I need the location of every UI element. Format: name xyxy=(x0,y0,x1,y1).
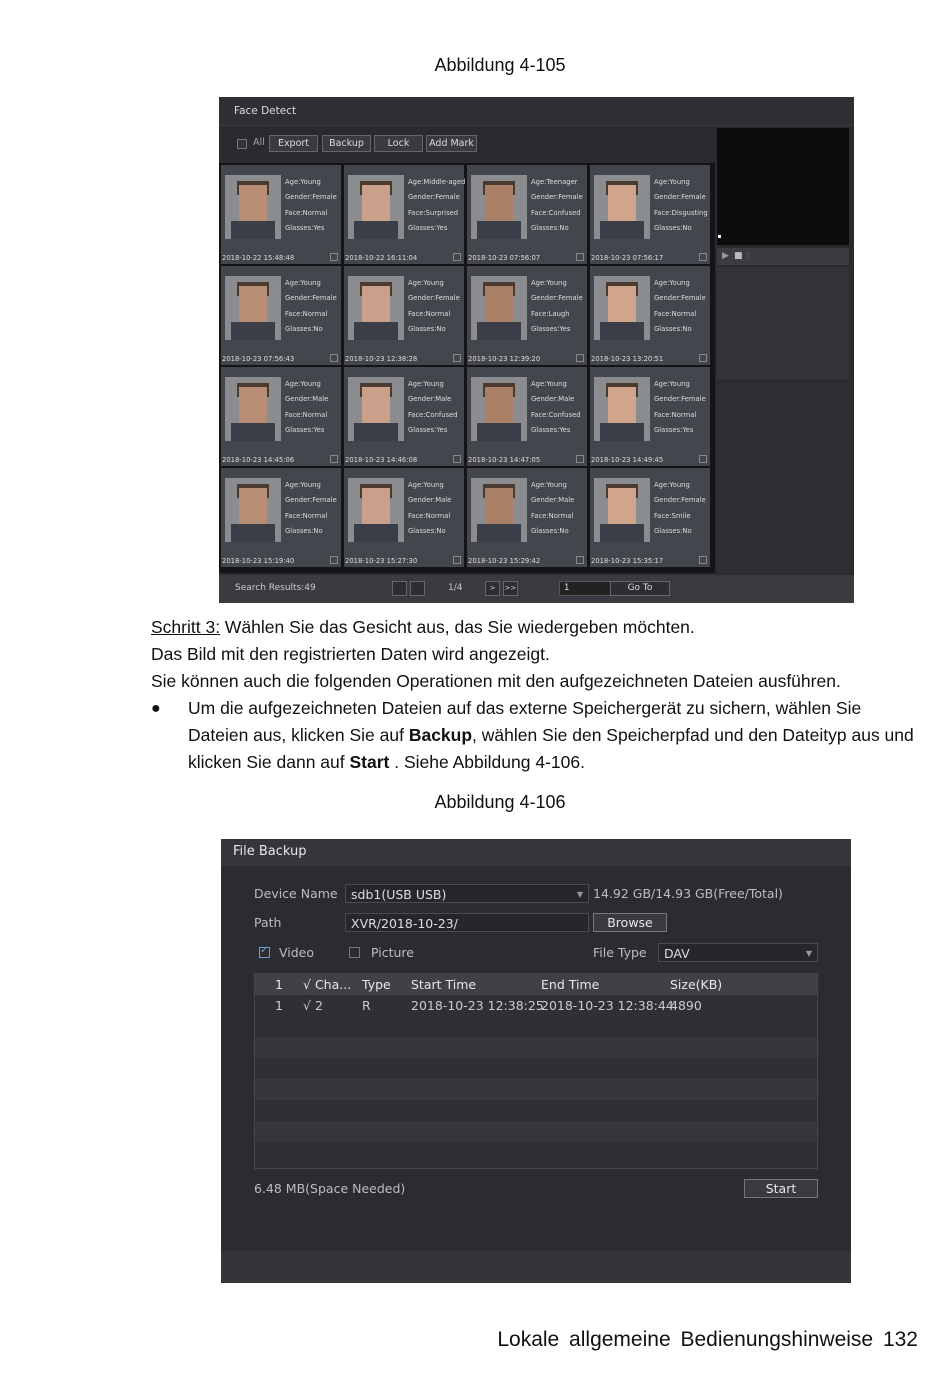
face-thumbnail[interactable] xyxy=(225,377,281,441)
row-size: 4890 xyxy=(670,998,702,1013)
body-shape xyxy=(231,322,275,340)
capture-timestamp: 2018-10-23 14:47:05 xyxy=(468,456,541,464)
chevron-down-icon: ▼ xyxy=(576,890,583,899)
file-backup-screenshot xyxy=(221,839,851,1283)
gender-attribute: Gender:Female xyxy=(531,294,583,303)
expression-attribute: Face:Smile xyxy=(654,511,691,520)
bullet-text-a: Um die aufgezeichneten Dateien auf das externe Speichergerät zu sichern, wählen Sie Dateien aus, klicken Sie auf xyxy=(188,698,862,745)
add-mark-button[interactable]: Add Mark xyxy=(426,135,477,152)
face-thumbnail[interactable] xyxy=(225,478,281,542)
face-attributes xyxy=(531,478,574,540)
face-shape xyxy=(362,286,390,326)
body-shape xyxy=(354,524,398,542)
age-attribute: Age:Young xyxy=(654,481,690,489)
col-size: Size(KB) xyxy=(670,977,723,992)
face-shape xyxy=(239,286,267,326)
age-attribute: Age:Young xyxy=(285,178,321,186)
chevron-down-icon: ▼ xyxy=(805,949,812,958)
glasses-attribute: Glasses:Yes xyxy=(654,426,694,435)
file-backup-title: File Backup xyxy=(233,844,307,859)
footer-page-number: 132 xyxy=(882,1328,918,1351)
capture-timestamp: 2018-10-23 13:20:51 xyxy=(591,355,664,363)
file-type-value: DAV xyxy=(664,946,690,961)
export-button[interactable]: Export xyxy=(269,135,318,152)
capture-timestamp: 2018-10-23 15:35:17 xyxy=(591,557,664,565)
file-type-label: File Type xyxy=(593,945,647,960)
card-checkbox[interactable] xyxy=(699,253,707,261)
capture-timestamp: 2018-10-23 15:27:30 xyxy=(345,557,418,565)
step-3-line xyxy=(151,614,931,641)
face-thumbnail[interactable] xyxy=(471,478,527,542)
expression-attribute: Face:Disgusting xyxy=(654,208,708,217)
description-line-2: Das Bild mit den registrierten Daten wird angezeigt. xyxy=(151,644,550,664)
last-page-button[interactable]: >> xyxy=(503,581,518,596)
gender-attribute: Gender:Male xyxy=(408,496,452,505)
age-attribute: Age:Young xyxy=(531,481,567,489)
bullet-text-c: , wählen Sie den Speicherpfad und den Dateityp aus und klicken Sie dann auf xyxy=(188,725,914,772)
face-attributes xyxy=(531,276,583,338)
expression-attribute: Face:Normal xyxy=(531,511,574,520)
face-attributes xyxy=(285,377,328,439)
card-checkbox[interactable] xyxy=(330,556,338,564)
expression-attribute: Face:Normal xyxy=(654,410,697,419)
glasses-attribute: Glasses:No xyxy=(531,224,569,233)
expression-attribute: Face:Normal xyxy=(285,511,328,520)
face-thumbnail[interactable] xyxy=(225,276,281,340)
card-checkbox[interactable] xyxy=(453,354,461,362)
face-attributes xyxy=(531,175,583,237)
empty-row xyxy=(255,1079,817,1100)
empty-row xyxy=(255,1037,817,1058)
picture-label: Picture xyxy=(371,945,414,960)
step-text: Wählen Sie das Gesicht aus, das Sie wiedergeben möchten. xyxy=(220,617,695,637)
page-indicator: 1/4 xyxy=(448,583,463,593)
face-shape xyxy=(608,185,636,225)
face-shape xyxy=(239,488,267,528)
face-shape xyxy=(485,185,513,225)
bullet-bold-backup: Backup xyxy=(408,725,473,745)
gender-attribute: Gender:Male xyxy=(285,395,329,404)
card-checkbox[interactable] xyxy=(699,354,707,362)
gender-attribute: Gender:Female xyxy=(654,395,706,404)
playback-marker xyxy=(718,235,721,238)
playback-preview xyxy=(717,128,849,245)
space-needed: 6.48 MB(Space Needed) xyxy=(254,1181,406,1196)
expression-attribute: Face:Laugh xyxy=(531,309,570,318)
body-shape xyxy=(477,423,521,441)
bullet-bold-start: Start xyxy=(349,752,390,772)
card-checkbox[interactable] xyxy=(699,556,707,564)
face-result-card[interactable] xyxy=(467,367,587,466)
page-number-input[interactable]: 1 xyxy=(559,581,611,596)
expression-attribute: Face:Confused xyxy=(531,410,581,419)
face-result-card[interactable] xyxy=(467,468,587,567)
page-footer xyxy=(497,1328,918,1352)
browse-button[interactable]: Browse xyxy=(593,913,667,932)
col-type: Type xyxy=(362,977,391,992)
prev-page-button[interactable] xyxy=(410,581,425,596)
face-attributes xyxy=(408,377,458,439)
face-result-grid xyxy=(219,163,715,573)
face-result-card[interactable] xyxy=(344,266,464,365)
face-attributes xyxy=(285,478,337,540)
face-thumbnail[interactable] xyxy=(471,175,527,239)
face-shape xyxy=(608,286,636,326)
face-shape xyxy=(362,185,390,225)
stop-icon[interactable]: ■ xyxy=(734,251,743,261)
face-result-card[interactable] xyxy=(221,468,341,567)
age-attribute: Age:Young xyxy=(531,279,567,287)
empty-row xyxy=(255,1121,817,1142)
age-attribute: Age:Young xyxy=(654,380,690,388)
glasses-attribute: Glasses:Yes xyxy=(285,224,325,233)
age-attribute: Age:Young xyxy=(285,279,321,287)
expression-attribute: Face:Normal xyxy=(285,208,328,217)
gender-attribute: Gender:Male xyxy=(531,395,575,404)
gender-attribute: Gender:Female xyxy=(285,294,337,303)
body-shape xyxy=(231,524,275,542)
face-detect-screenshot xyxy=(219,97,854,603)
face-thumbnail[interactable] xyxy=(471,276,527,340)
capture-timestamp: 2018-10-23 07:56:17 xyxy=(591,254,664,262)
body-shape xyxy=(600,221,644,239)
device-name-value: sdb1(USB USB) xyxy=(351,887,447,902)
play-icon[interactable]: ▶ xyxy=(722,251,729,261)
expression-attribute: Face:Surprised xyxy=(408,208,459,217)
capture-timestamp: 2018-10-23 15:29:42 xyxy=(468,557,541,565)
face-shape xyxy=(608,488,636,528)
first-page-button[interactable] xyxy=(392,581,407,596)
capture-timestamp: 2018-10-22 16:11:04 xyxy=(345,254,418,262)
lock-button[interactable]: Lock xyxy=(374,135,423,152)
face-attributes xyxy=(654,276,706,338)
age-attribute: Age:Young xyxy=(408,481,444,489)
face-attributes xyxy=(654,377,706,439)
picture-checkbox[interactable] xyxy=(349,947,360,958)
face-result-card[interactable] xyxy=(221,266,341,365)
face-result-card[interactable] xyxy=(590,367,710,466)
face-result-card[interactable] xyxy=(344,468,464,567)
face-attributes xyxy=(654,175,708,237)
col-end-time: End Time xyxy=(541,977,600,992)
row-type: R xyxy=(362,998,371,1013)
face-attributes xyxy=(531,377,581,439)
backup-file-table xyxy=(254,973,818,1169)
path-label: Path xyxy=(254,915,282,930)
path-input[interactable]: XVR/2018-10-23/ xyxy=(345,913,589,932)
glasses-attribute: Glasses:No xyxy=(654,527,692,536)
face-result-card[interactable] xyxy=(221,165,341,264)
expression-attribute: Face:Normal xyxy=(285,309,328,318)
face-thumbnail[interactable] xyxy=(348,478,404,542)
gender-attribute: Gender:Female xyxy=(654,193,706,202)
glasses-attribute: Glasses:No xyxy=(408,325,446,334)
go-to-button[interactable]: Go To xyxy=(610,581,670,596)
card-checkbox[interactable] xyxy=(576,556,584,564)
face-shape xyxy=(239,185,267,225)
file-backup-bottom-bar xyxy=(221,1251,851,1283)
card-checkbox[interactable] xyxy=(330,455,338,463)
glasses-attribute: Glasses:Yes xyxy=(408,426,448,435)
face-shape xyxy=(362,488,390,528)
face-result-card[interactable] xyxy=(344,165,464,264)
row-channel[interactable]: √ 2 xyxy=(303,998,323,1013)
start-button[interactable]: Start xyxy=(744,1179,818,1198)
body-shape xyxy=(600,524,644,542)
age-attribute: Age:Young xyxy=(285,380,321,388)
face-result-card[interactable] xyxy=(590,266,710,365)
card-checkbox[interactable] xyxy=(576,354,584,362)
body-shape xyxy=(600,423,644,441)
card-checkbox[interactable] xyxy=(699,455,707,463)
bullet-icon: ● xyxy=(151,700,161,717)
body-shape xyxy=(354,423,398,441)
video-label: Video xyxy=(279,945,315,960)
capture-timestamp: 2018-10-23 07:56:07 xyxy=(468,254,541,262)
glasses-attribute: Glasses:No xyxy=(285,325,323,334)
age-attribute: Age:Young xyxy=(408,279,444,287)
face-attributes xyxy=(285,276,337,338)
select-all-checkbox[interactable] xyxy=(237,139,247,149)
col-channel[interactable]: √ Cha... xyxy=(303,977,352,992)
age-attribute: Age:Young xyxy=(654,178,690,186)
capture-timestamp: 2018-10-23 14:46:08 xyxy=(345,456,418,464)
gender-attribute: Gender:Female xyxy=(285,193,337,202)
capture-timestamp: 2018-10-23 12:38:28 xyxy=(345,355,418,363)
video-checkbox[interactable] xyxy=(259,947,270,958)
face-result-card[interactable] xyxy=(344,367,464,466)
col-number: 1 xyxy=(275,977,283,992)
face-shape xyxy=(485,488,513,528)
face-shape xyxy=(485,286,513,326)
body-shape xyxy=(231,423,275,441)
gender-attribute: Gender:Female xyxy=(285,496,337,505)
glasses-attribute: Glasses:No xyxy=(654,224,692,233)
face-result-card[interactable] xyxy=(467,266,587,365)
age-attribute: Age:Young xyxy=(408,380,444,388)
figure-caption-4-105: Abbildung 4-105 xyxy=(434,55,566,75)
body-shape xyxy=(354,322,398,340)
face-result-card[interactable] xyxy=(590,165,710,264)
face-thumbnail[interactable] xyxy=(225,175,281,239)
face-thumbnail[interactable] xyxy=(348,276,404,340)
age-attribute: Age:Young xyxy=(531,380,567,388)
face-attributes xyxy=(654,478,706,540)
expression-attribute: Face:Confused xyxy=(531,208,581,217)
card-checkbox[interactable] xyxy=(453,556,461,564)
face-attributes xyxy=(408,276,460,338)
body-shape xyxy=(231,221,275,239)
gender-attribute: Gender:Female xyxy=(654,294,706,303)
gender-attribute: Gender:Female xyxy=(408,193,460,202)
expression-attribute: Face:Normal xyxy=(285,410,328,419)
capture-timestamp: 2018-10-22 15:48:48 xyxy=(222,254,295,262)
glasses-attribute: Glasses:No xyxy=(531,527,569,536)
gender-attribute: Gender:Female xyxy=(654,496,706,505)
info-panel xyxy=(717,267,849,379)
glasses-attribute: Glasses:Yes xyxy=(531,325,571,334)
face-thumbnail[interactable] xyxy=(594,377,650,441)
capture-timestamp: 2018-10-23 14:45:06 xyxy=(222,456,295,464)
expression-attribute: Face:Normal xyxy=(408,309,451,318)
col-start-time: Start Time xyxy=(411,977,477,992)
bullet-text-e: . Siehe Abbildung 4-106. xyxy=(389,752,585,772)
info-panel-lower xyxy=(717,383,849,573)
playback-controls xyxy=(717,248,849,265)
gender-attribute: Gender:Male xyxy=(408,395,452,404)
face-shape xyxy=(485,387,513,427)
row-start-time: 2018-10-23 12:38:25 xyxy=(411,998,544,1013)
glasses-attribute: Glasses:No xyxy=(408,527,446,536)
capture-timestamp: 2018-10-23 14:49:45 xyxy=(591,456,664,464)
face-detect-titlebar xyxy=(219,97,854,126)
capacity-info: 14.92 GB/14.93 GB(Free/Total) xyxy=(593,886,783,901)
device-name-select[interactable] xyxy=(345,884,589,903)
row-end-time: 2018-10-23 12:38:44 xyxy=(541,998,674,1013)
capture-timestamp: 2018-10-23 12:39:20 xyxy=(468,355,541,363)
device-name-label: Device Name xyxy=(254,886,338,901)
face-attributes xyxy=(408,478,451,540)
table-row[interactable] xyxy=(255,995,817,1016)
face-result-card[interactable] xyxy=(590,468,710,567)
face-thumbnail[interactable] xyxy=(348,377,404,441)
file-type-select[interactable] xyxy=(658,943,818,962)
expression-attribute: Face:Confused xyxy=(408,410,458,419)
table-header xyxy=(255,974,817,995)
glasses-attribute: Glasses:Yes xyxy=(531,426,571,435)
card-checkbox[interactable] xyxy=(453,253,461,261)
age-attribute: Age:Teenager xyxy=(531,178,578,186)
glasses-attribute: Glasses:Yes xyxy=(408,224,448,233)
capture-timestamp: 2018-10-23 15:19:40 xyxy=(222,557,295,565)
face-thumbnail[interactable] xyxy=(348,175,404,239)
face-shape xyxy=(362,387,390,427)
figure-caption-4-106: Abbildung 4-106 xyxy=(434,792,566,812)
face-detect-title: Face Detect xyxy=(234,105,297,117)
card-checkbox[interactable] xyxy=(453,455,461,463)
glasses-attribute: Glasses:Yes xyxy=(285,426,325,435)
glasses-attribute: Glasses:No xyxy=(654,325,692,334)
expression-attribute: Face:Normal xyxy=(408,511,451,520)
search-results-count: Search Results:49 xyxy=(235,583,316,593)
bullet-backup-instruction xyxy=(188,695,923,776)
description-line-3: Sie können auch die folgenden Operationen mit den aufgezeichneten Dateien ausführen. xyxy=(151,671,841,691)
face-shape xyxy=(608,387,636,427)
face-result-card[interactable] xyxy=(467,165,587,264)
face-thumbnail[interactable] xyxy=(471,377,527,441)
gender-attribute: Gender:Female xyxy=(531,193,583,202)
body-shape xyxy=(477,221,521,239)
expression-attribute: Face:Normal xyxy=(654,309,697,318)
card-checkbox[interactable] xyxy=(330,354,338,362)
body-shape xyxy=(477,524,521,542)
age-attribute: Age:Young xyxy=(285,481,321,489)
footer-section-title: Lokale allgemeine Bedienungshinweise xyxy=(497,1328,874,1351)
face-attributes xyxy=(408,175,465,237)
step-label: Schritt 3: xyxy=(151,617,221,637)
body-shape xyxy=(600,322,644,340)
face-attributes xyxy=(285,175,337,237)
row-number: 1 xyxy=(275,998,283,1013)
age-attribute: Age:Young xyxy=(654,279,690,287)
body-shape xyxy=(354,221,398,239)
face-thumbnail[interactable] xyxy=(594,478,650,542)
gender-attribute: Gender:Female xyxy=(408,294,460,303)
face-shape xyxy=(239,387,267,427)
select-all-label: All xyxy=(253,137,265,148)
gender-attribute: Gender:Male xyxy=(531,496,575,505)
face-thumbnail[interactable] xyxy=(594,175,650,239)
card-checkbox[interactable] xyxy=(576,455,584,463)
face-result-card[interactable] xyxy=(221,367,341,466)
capture-timestamp: 2018-10-23 07:56:43 xyxy=(222,355,295,363)
waveform-icon[interactable]: ⫶⫶ xyxy=(746,251,750,260)
body-shape xyxy=(477,322,521,340)
card-checkbox[interactable] xyxy=(330,253,338,261)
next-page-button[interactable]: > xyxy=(485,581,500,596)
backup-button[interactable]: Backup xyxy=(322,135,371,152)
face-thumbnail[interactable] xyxy=(594,276,650,340)
glasses-attribute: Glasses:No xyxy=(285,527,323,536)
file-backup-titlebar xyxy=(221,839,851,866)
card-checkbox[interactable] xyxy=(576,253,584,261)
age-attribute: Age:Middle-aged xyxy=(408,178,466,186)
